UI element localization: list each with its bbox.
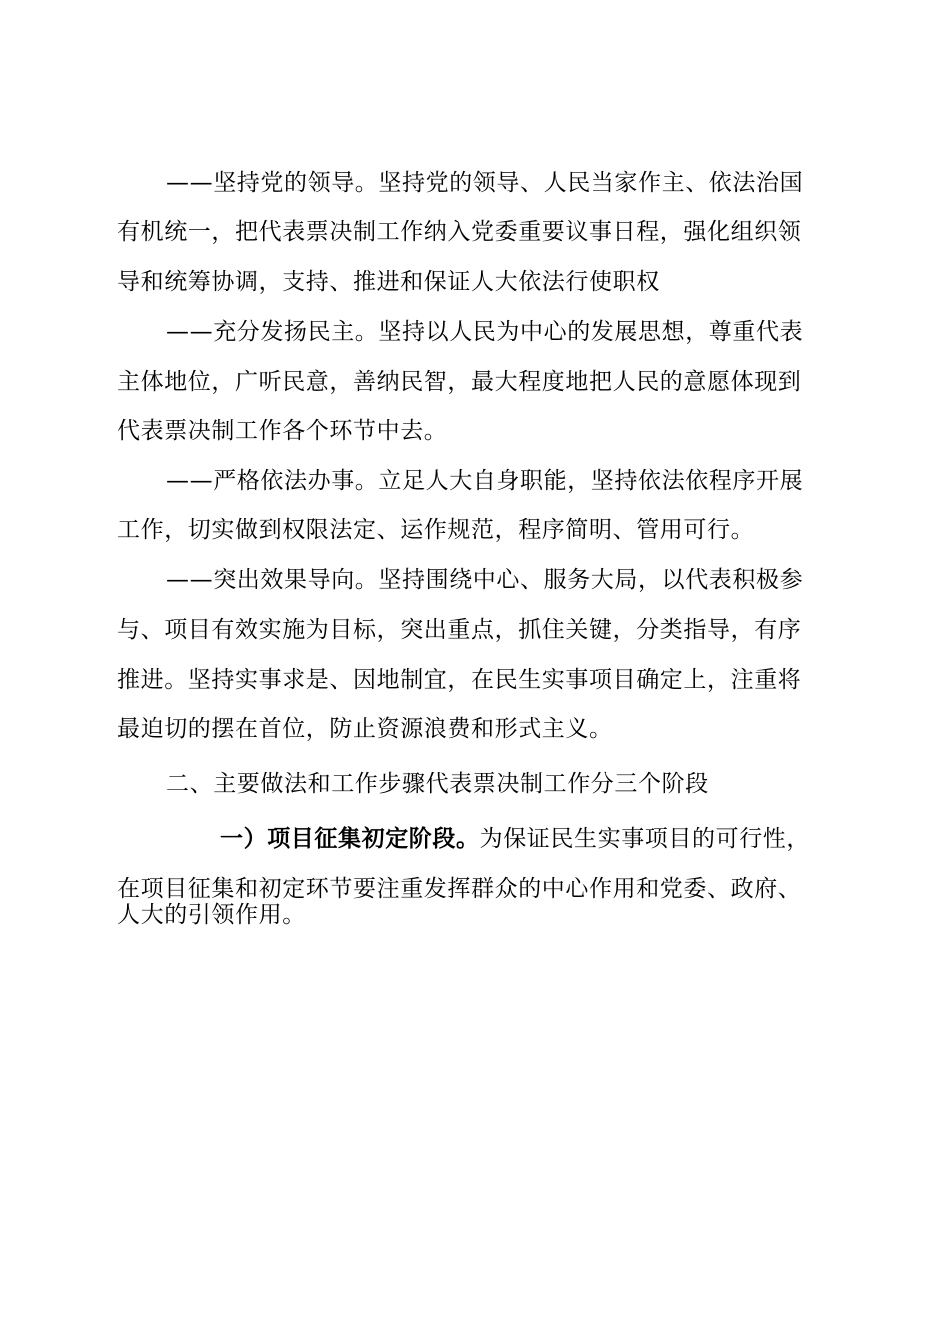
paragraph-line: 与、项目有效实施为目标，突出重点，抓住关键，分类指导，有序 xyxy=(117,617,802,643)
paragraph-line: ——充分发扬民主。坚持以人民为中心的发展思想，尊重代表 xyxy=(166,319,804,345)
paragraph-line: 推进。坚持实事求是、因地制宜，在民生实事项目确定上，注重将 xyxy=(117,667,802,693)
paragraph-line: 最迫切的摆在首位，防止资源浪费和形式主义。 xyxy=(117,716,613,742)
paragraph-line: ——坚持党的领导。坚持党的领导、人民当家作主、依法治国 xyxy=(166,170,804,196)
paragraph-line: 导和统筹协调，支持、推进和保证人大依法行使职权 xyxy=(117,269,660,295)
section-heading: 二、主要做法和工作步骤代表票决制工作分三个阶段 xyxy=(166,771,709,797)
stage-heading-line xyxy=(220,824,810,854)
paragraph-line: 在项目征集和初定环节要注重发挥群众的中心作用和党委、政府、 xyxy=(117,876,802,902)
paragraph-line: ——严格依法办事。立足人大自身职能，坚持依法依程序开展 xyxy=(166,468,804,494)
paragraph-line: 主体地位，广听民意，善纳民智，最大程度地把人民的意愿体现到 xyxy=(117,369,802,395)
paragraph-line: 代表票决制工作各个环节中去。 xyxy=(117,418,448,444)
paragraph-line: 工作，切实做到权限法定、运作规范，程序简明、管用可行。 xyxy=(117,517,755,543)
paragraph-line: 人大的引领作用。 xyxy=(117,902,306,928)
stage-heading: 一）项目征集初定阶段。 xyxy=(220,826,480,852)
stage-heading-text: 为保证民生实事项目的可行性， xyxy=(479,826,811,852)
paragraph-line: 有机统一，把代表票决制工作纳入党委重要议事日程，强化组织领 xyxy=(117,219,802,245)
paragraph-line: ——突出效果导向。坚持围绕中心、服务大局，以代表积极参 xyxy=(166,567,804,593)
